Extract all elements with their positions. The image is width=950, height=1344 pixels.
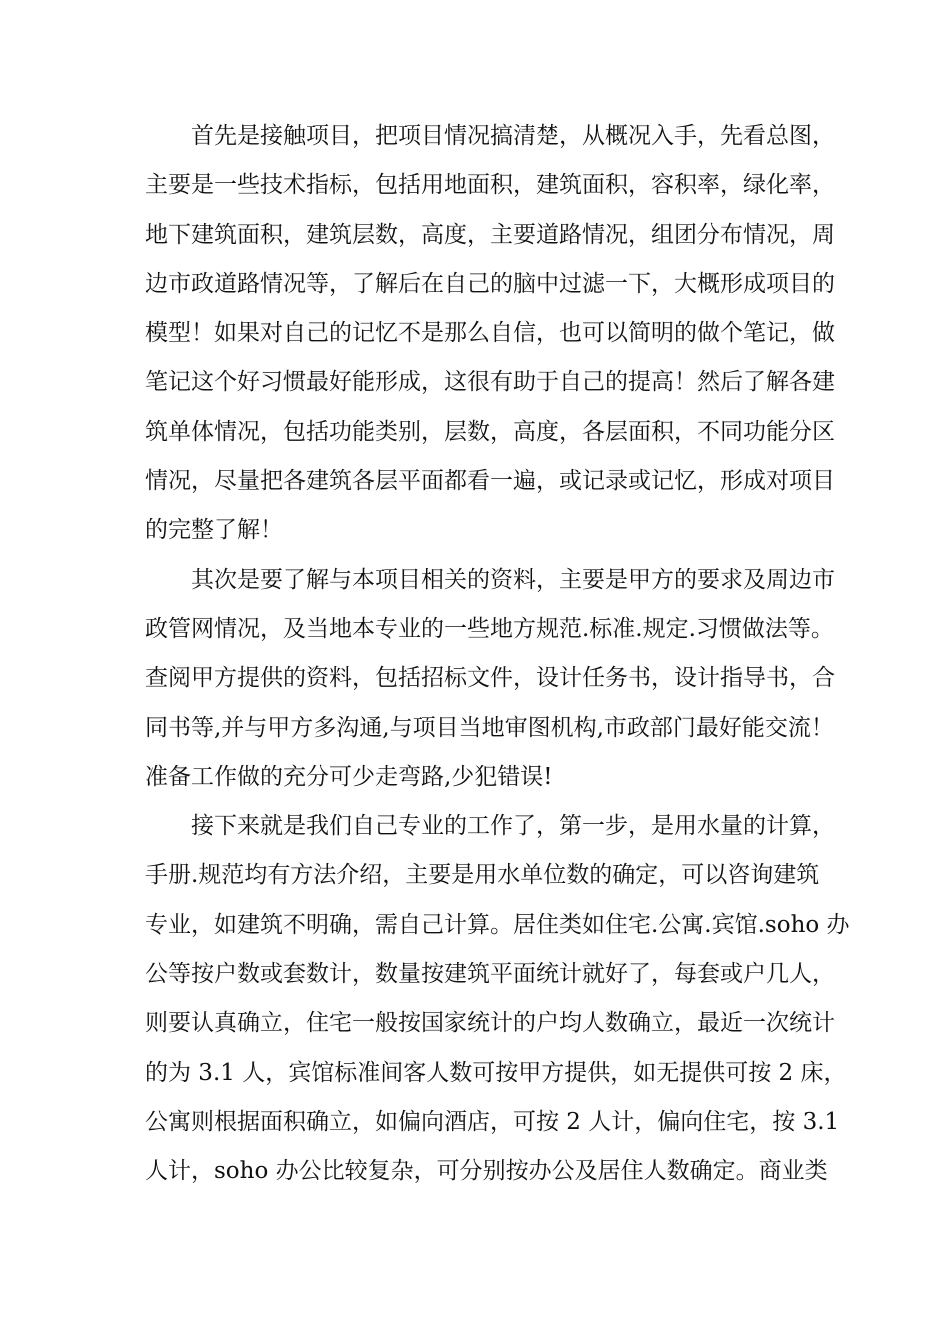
text-line: 政管网情况，及当地本专业的一些地方规范.标准.规定.习惯做法等。 xyxy=(145,615,834,642)
text-line: 的完整了解！ xyxy=(145,517,283,544)
text-line: 笔记这个好习惯最好能形成，这很有助于自己的提高！然后了解各建 xyxy=(145,369,835,396)
text-line: 公寓则根据面积确立，如偏向酒店，可按 2 人计，偏向住宅，按 3.1 xyxy=(145,1108,840,1135)
text-line: 查阅甲方提供的资料，包括招标文件，设计任务书，设计指导书，合 xyxy=(145,665,835,692)
text-line: 专业，如建筑不明确，需自己计算。居住类如住宅.公寓.宾馆.soho 办 xyxy=(145,911,850,938)
text-line: 接下来就是我们自己专业的工作了，第一步，是用水量的计算， xyxy=(191,813,835,840)
text-line: 人计，soho 办公比较复杂，可分别按办公及居住人数确定。商业类 xyxy=(145,1158,828,1185)
text-line: 公等按户数或套数计，数量按建筑平面统计就好了，每套或户几人， xyxy=(145,961,835,988)
text-line: 筑单体情况，包括功能类别，层数，高度，各层面积，不同功能分区 xyxy=(145,418,835,445)
text-line: 首先是接触项目，把项目情况搞清楚，从概况入手，先看总图， xyxy=(191,123,835,149)
paragraph-2 xyxy=(145,556,835,802)
text-line: 则要认真确立，住宅一般按国家统计的户均人数确立，最近一次统计 xyxy=(145,1010,835,1037)
text-line: 边市政道路情况等，了解后在自己的脑中过滤一下，大概形成项目的 xyxy=(145,270,835,297)
text-line: 情况，尽量把各建筑各层平面都看一遍，或记录或记忆，形成对项目 xyxy=(145,468,835,495)
text-line: 其次是要了解与本项目相关的资料，主要是甲方的要求及周边市 xyxy=(191,566,835,593)
text-line: 准备工作做的充分可少走弯路,少犯错误! xyxy=(145,763,553,790)
paragraph-3 xyxy=(145,802,850,1196)
text-line: 地下建筑面积，建筑层数，高度，主要道路情况，组团分布情况，周 xyxy=(145,221,835,248)
text-line: 的为 3.1 人，宾馆标准间客人数可按甲方提供，如无提供可按 2 床， xyxy=(145,1059,847,1086)
paragraph-1 xyxy=(145,112,835,556)
text-line: 手册.规范均有方法介绍，主要是用水单位数的确定，可以咨询建筑 xyxy=(145,862,820,889)
text-line: 模型！如果对自己的记忆不是那么自信，也可以简明的做个笔记，做 xyxy=(145,320,835,347)
text-line: 主要是一些技术指标，包括用地面积，建筑面积，容积率，绿化率， xyxy=(145,172,835,199)
text-line: 同书等,并与甲方多沟通,与项目当地审图机构,市政部门最好能交流！ xyxy=(145,714,834,741)
body-text xyxy=(145,112,850,1197)
